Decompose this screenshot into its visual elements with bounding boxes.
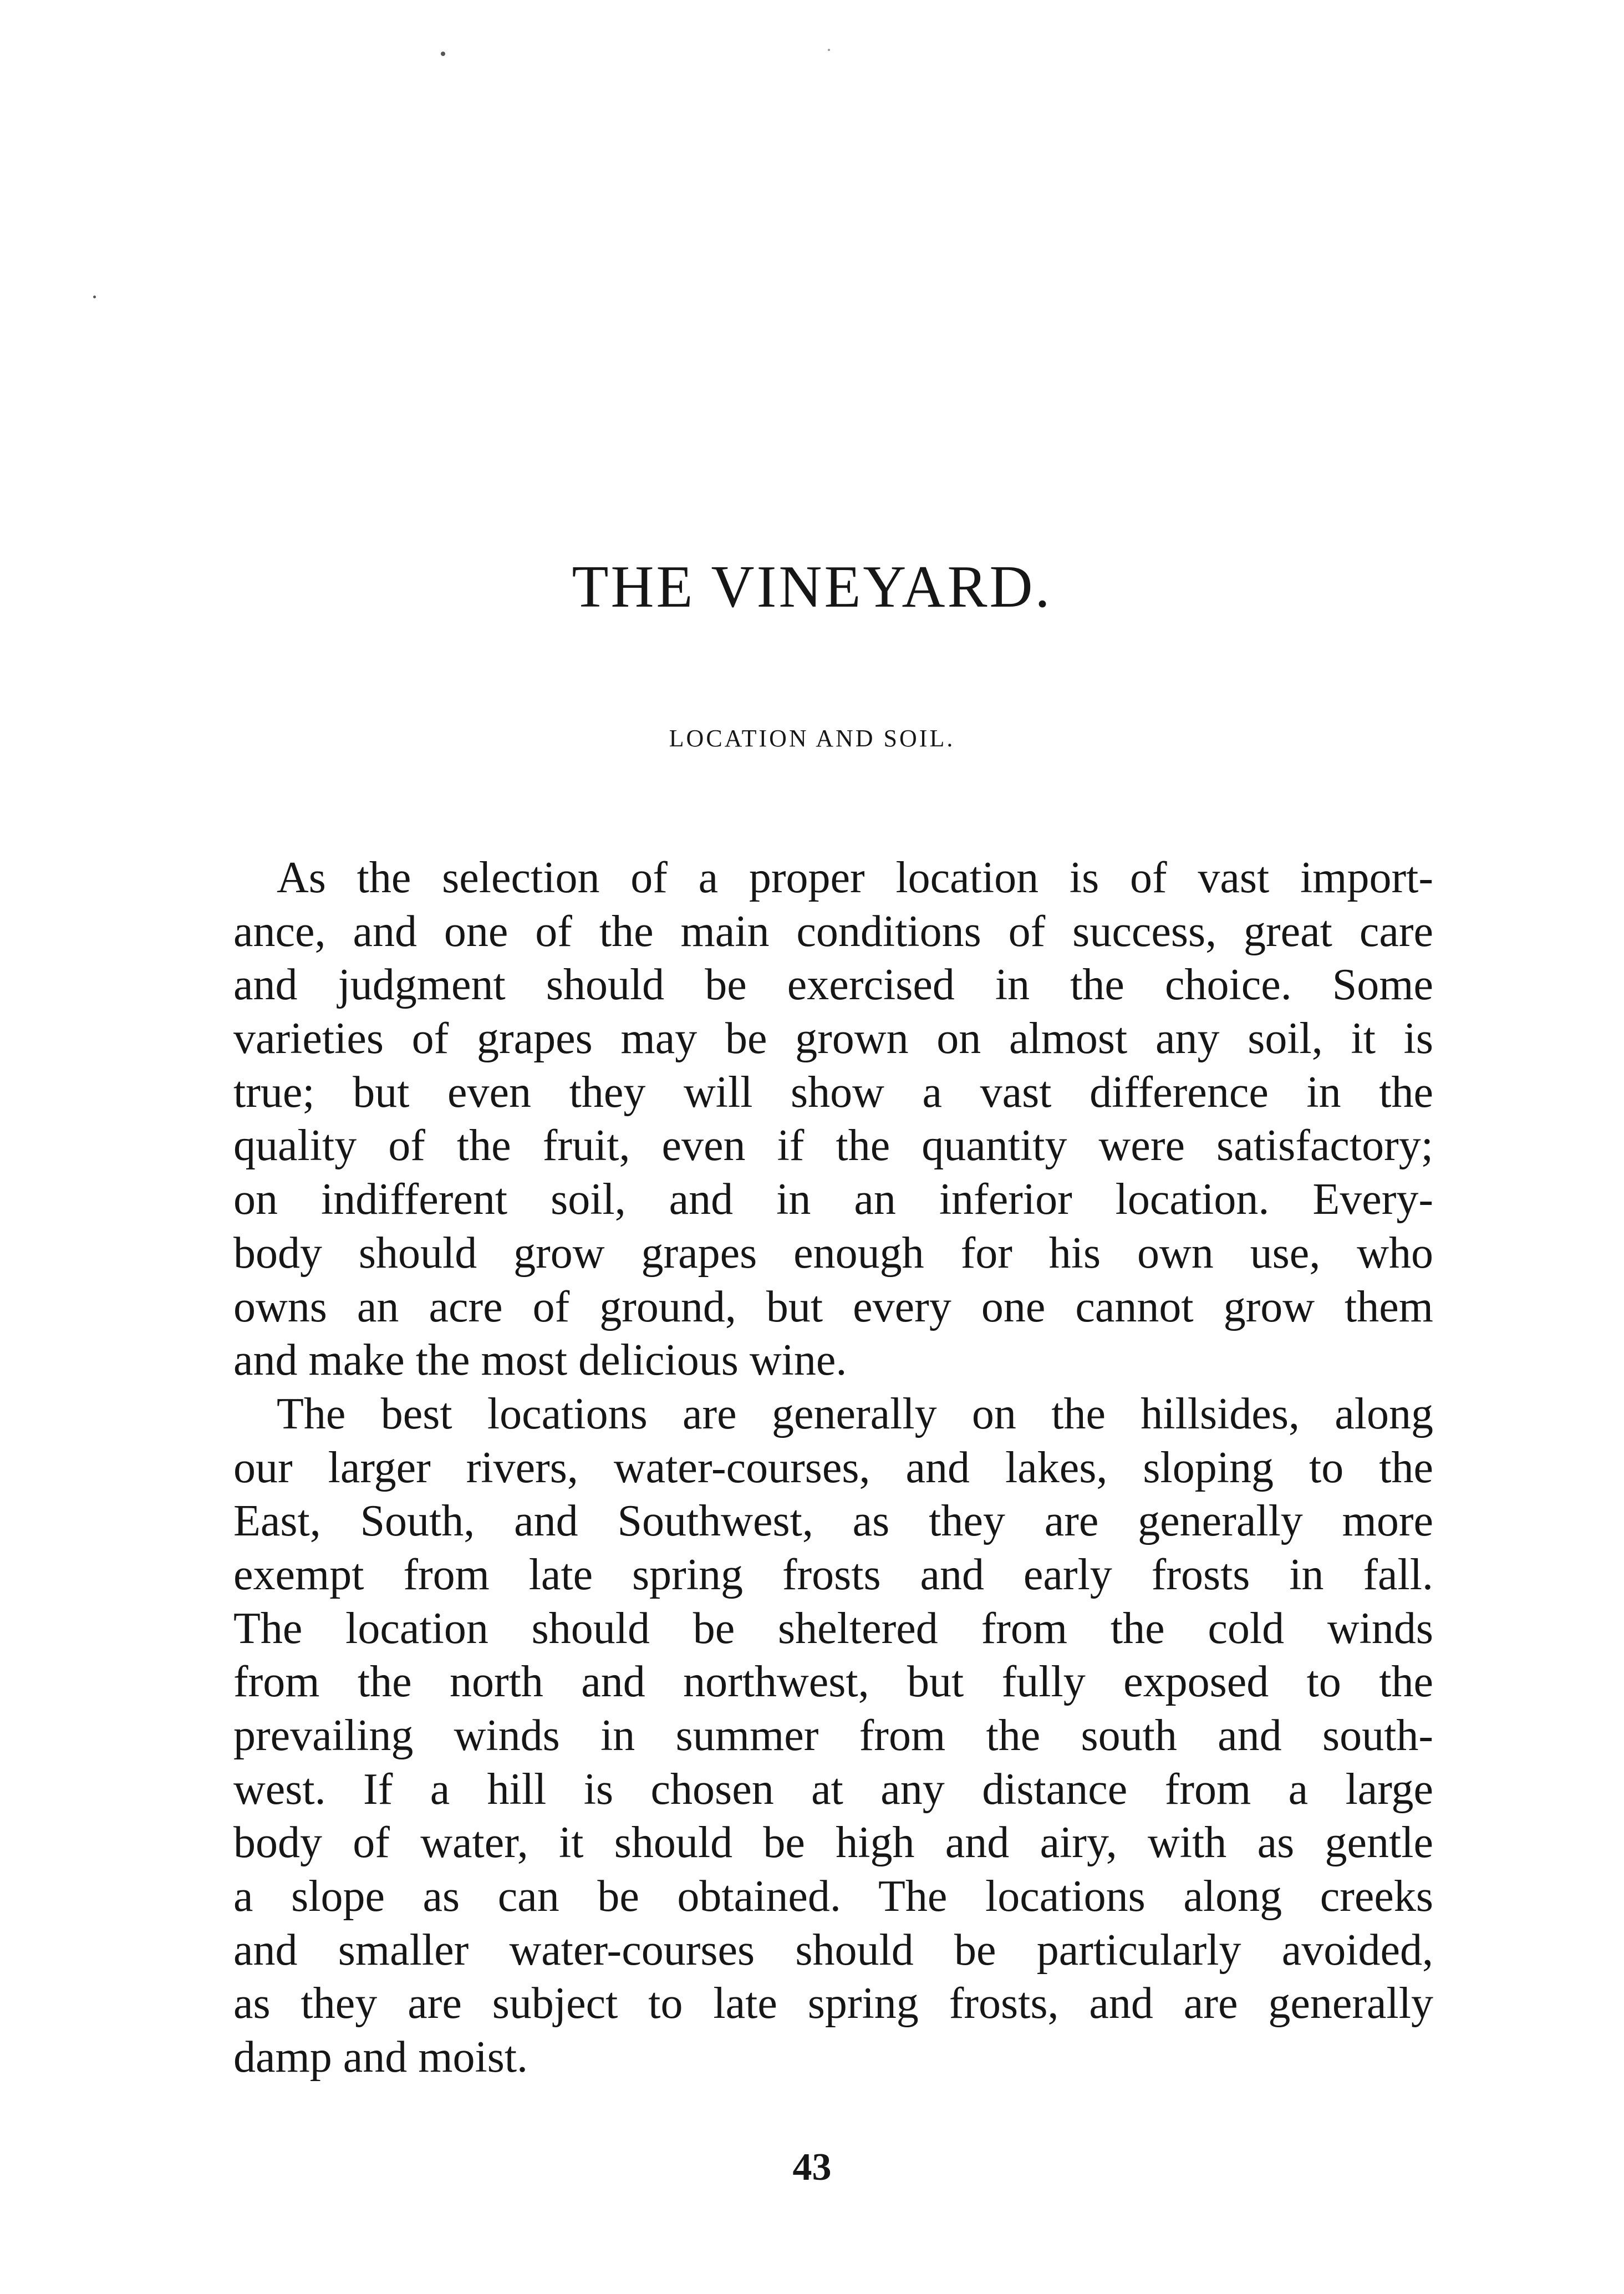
text-line: prevailing winds in summer from the south and south- <box>233 1711 1433 1760</box>
text-line: from the north and northwest, but fully exposed to the <box>233 1657 1433 1707</box>
paper-speck <box>93 296 96 298</box>
text-line: quality of the fruit, even if the quantity were satisfactory; <box>233 1121 1433 1171</box>
paper-speck <box>441 52 445 56</box>
section-subtitle: LOCATION AND SOIL. <box>669 725 955 752</box>
text-line: and make the most delicious wine. <box>233 1336 847 1385</box>
text-line: and judgment should be exercised in the choice. Some <box>233 960 1433 1010</box>
paper-speck <box>828 49 830 51</box>
text-line: ance, and one of the main conditions of success, great care <box>233 907 1433 956</box>
text-line: as they are subject to late spring frosts, and are generally <box>233 1979 1433 2028</box>
text-line: on indifferent soil, and in an inferior location. Every- <box>233 1175 1433 1224</box>
text-line: a slope as can be obtained. The locations along creeks <box>233 1872 1433 1921</box>
text-line: body should grow grapes enough for his own use, who <box>233 1228 1433 1278</box>
text-line: damp and moist. <box>233 2033 528 2082</box>
text-line: west. If a hill is chosen at any distance from a large <box>233 1764 1433 1814</box>
text-line: As the selection of a proper location is of vast import- <box>277 853 1433 902</box>
text-line: owns an acre of ground, but every one cannot grow them <box>233 1282 1433 1331</box>
text-line: varieties of grapes may be grown on almost any soil, it is <box>233 1014 1433 1064</box>
text-line: East, South, and Southwest, as they are generally more <box>233 1497 1433 1546</box>
page-number: 43 <box>792 2146 832 2189</box>
text-line: and smaller water-courses should be particularly avoided, <box>233 1925 1433 1975</box>
paragraph-1 <box>233 851 1433 1387</box>
text-line: true; but even they will show a vast difference in the <box>233 1067 1433 1117</box>
text-line: exempt from late spring frosts and early frosts in fall. <box>233 1550 1433 1599</box>
paragraph-2 <box>233 1387 1433 2084</box>
text-line: body of water, it should be high and airy, with as gentle <box>233 1818 1433 1868</box>
text-line: The location should be sheltered from the cold winds <box>233 1604 1433 1653</box>
text-line: our larger rivers, water-courses, and lakes, sloping to the <box>233 1443 1433 1492</box>
body-text <box>233 851 1433 2084</box>
chapter-title: THE VINEYARD. <box>572 554 1052 620</box>
text-line: The best locations are generally on the hillsides, along <box>277 1389 1433 1438</box>
